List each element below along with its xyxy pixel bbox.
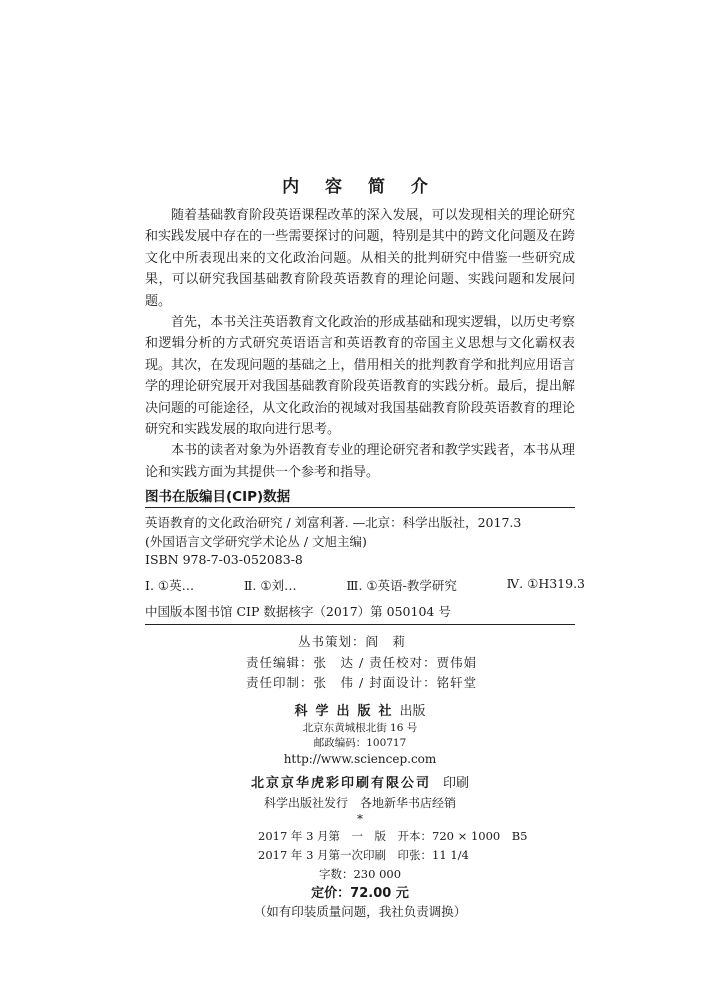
summary-paragraph-2: 首先，本书关注英语教育文化政治的形成基础和现实逻辑，以历史考察和逻辑分析的方式研究英语语言和英语教育的帝国主义思想与文化霸权表现。其次，在发现问题的基础之上，借用相关的批判教育学和批判应用语言学的理论研究展开对我国基础教育阶段英语教育的实践分析。最后，提出解决问题的可能途径，从文化政治的视域对我国基础教育阶段英语教育的理论研究和实践发展的取向进行思考。 <box>145 315 575 438</box>
cip-heading: 图书在版编目(CIP)数据 <box>145 489 291 505</box>
word-count: 字数：230 000 <box>318 867 402 881</box>
cip-title-line: 英语教育的文化政治研究 / 刘富利著. —北京：科学出版社，2017.3 <box>145 515 522 530</box>
classification-4: Ⅳ. ①H319.3 <box>506 576 585 591</box>
separator-star: * <box>357 812 363 826</box>
publisher-suffix: 出版 <box>399 704 426 719</box>
publisher-address: 北京东黄城根北街 16 号 <box>302 722 418 734</box>
classification-1: Ⅰ. ①英… <box>145 578 195 593</box>
cip-isbn: ISBN 978-7-03-052083-8 <box>145 552 303 567</box>
cip-bottom-rule <box>145 624 575 625</box>
cip-top-rule <box>145 507 575 508</box>
printer-suffix: 印刷 <box>443 776 470 791</box>
impression-specs: 2017 年 3 月第一次印刷 印张：11 1/4 <box>258 848 469 862</box>
printer-name: 北京京华虎彩印刷有限公司 <box>250 776 431 791</box>
series-planning-credit: 丛书策划：阎 莉 <box>298 634 407 649</box>
cip-series-line: (外国语言文学研究学术论丛 / 文旭主编) <box>145 534 367 549</box>
summary-paragraph-1: 随着基础教育阶段英语课程改革的深入发展，可以发现相关的理论研究和实践发展中存在的一些需要探讨的问题，特别是其中的跨文化问题及在跨文化中所表现出来的文化政治问题。从相关的批判研究中借鉴一些研究成果，可以研究我国基础教育阶段英语教育的理论问题、实践问题和发展问题。 <box>145 208 575 309</box>
classification-3: Ⅲ. ①英语-教学研究 <box>346 578 457 593</box>
quality-notice: （如有印装质量问题，我社负责调换） <box>253 904 467 919</box>
summary-title: 内 容 简 介 <box>282 177 438 197</box>
printing-credit: 责任印制：张 伟 / 封面设计：铭轩堂 <box>246 675 478 690</box>
printer-line <box>0 772 720 791</box>
price: 定价：72.00 元 <box>311 886 409 901</box>
editing-credit: 责任编辑：张 达 / 责任校对：贾伟娟 <box>246 655 478 670</box>
summary-body <box>145 205 575 483</box>
classification-2: Ⅱ. ①刘… <box>243 578 297 593</box>
publisher-url: http://www.sciencep.com <box>283 752 437 766</box>
summary-paragraph-3: 本书的读者对象为外语教育专业的理论研究者和教学实践者，本书从理论和实践方面为其提供一个参考和指导。 <box>145 443 575 480</box>
publisher-postcode: 邮政编码：100717 <box>313 737 407 749</box>
distribution-line: 科学出版社发行 各地新华书店经销 <box>263 796 456 810</box>
cip-classifications <box>145 576 595 594</box>
edition-specs: 2017 年 3 月第 一 版 开本：720 × 1000 B5 <box>258 829 528 843</box>
cip-cataloging-number: 中国版本图书馆 CIP 数据核字（2017）第 050104 号 <box>145 604 451 619</box>
publisher-name: 科学出版社 <box>294 704 400 719</box>
publisher-line <box>0 700 720 719</box>
